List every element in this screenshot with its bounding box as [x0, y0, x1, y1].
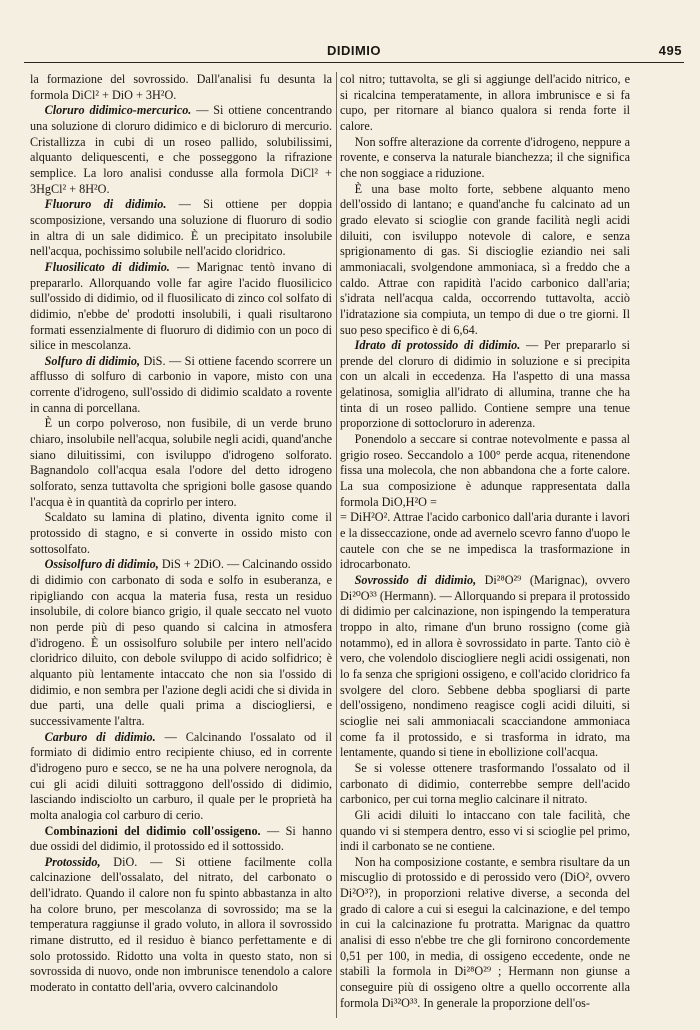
paragraph: Scaldato su lamina di platino, diventa ignito come il protossido di stagno, e si converte in ossido misto con sottosolfato.: [30, 510, 332, 556]
paragraph: Ossisolfuro di didimio, DiS + 2DiO. — Calcinando ossido di didimio con carbonato di soda e solfo in esuberanza, e ripigliando con acqua la materia fusa, resta un residuo insolubile, di colore bianco grigio, il quale seccato nel vuoto non perde più di peso quando si calcina in atmosfera d'idrogeno. È un ossisolfuro solubile per intero nell'acido cloridrico diluito, con debole sviluppo di acido solfidrico; è alquanto più lentamente intaccato che non sia l'ossido di didimio, e non sembra per l'azione degli acidi che si divida in due parti, una delle quali prima a disciogliersi, e successivamente l'altra.: [30, 557, 332, 728]
paragraph: Fluosilicato di didimio. — Marignac tentò invano di prepararlo. Allorquando volle far agire l'acido fluosilicico sull'ossido di didimio, od il fluosilicato di zinco col solfato di didimio, n'ebbe de' prodotti insolubili, i quali risultarono formati essenzialmente di fluoruro di didimio con un poco di silice in mescolanza.: [30, 259, 332, 353]
column-divider: [336, 72, 337, 1018]
paragraph: Non ha composizione costante, e sembra risultare da un miscuglio di protossido e di perossido vero (DiO², ovvero Di²O³?), in proporzioni relative diverse, a seconda del grado di calore a cui si esegui la calcinazione, e del tempo in cui la calcinazione fu protratta. Marignac da quattro analisi di esso n'ebbe tre che gli fornirono concordemente 0,51 per 100, in media, di ossigeno eccedente, onde ne stabilì la formola in Di²⁸O²⁹ ; Hermann non giunse a conseguire più di ossigeno oltre a quello occorrente alla formola Di³²O³³. In generale la proporzione dell'os-: [340, 854, 630, 1010]
paragraph: Fluoruro di didimio. — Si ottiene per doppia scomposizione, versando una soluzione di fluoruro di sodio in altra di un sale didimico. È un precipitato insolubile nell'acqua, pochissimo solubile nell'acido cloridrico.: [30, 197, 332, 259]
paragraph: Carburo di didimio. — Calcinando l'ossalato od il formiato di didimio entro recipiente chiuso, ed in corrente d'idrogeno puro e secco, se ne ha una polvere nerognola, da cui gli acidi diluiti sottraggono dell'ossido di didimio, lasciando indisciolto un carburo, il quale per le proprietà ha molta analogia col carburo di cerio.: [30, 729, 332, 822]
paragraph: la formazione del sovrossido. Dall'analisi fu desunta la formola DiCl² + DiO + 3H²O.: [30, 72, 332, 102]
paragraph: Sovrossido di didimio, Di²⁸O²⁹ (Marignac), ovvero Di²⁰O³³ (Hermann). — Allorquando si prepara il protossido di didimio per calcinazione, non ispingendo la temperatura troppo in alto, rimane d'un bruno rossigno (come già notammo), ed in allora è sovrossidato in parte. Tanto ciò è vero, che volendolo disciogliere negli acidi ossigenati, non lo fa senza che sprigioni ossigeno, e coll'acido cloridrico fa svolgere del cloro. Sebbene debba spogliarsi di parte dell'ossigeno, nondimeno reagisce cogli acidi diluiti, si scioglie nei sali ammoniacali scacciandone ammoniaca come fa il protossido, e si trasforma in idrato, ma lentamente, quando si tiene in ebollizione coll'acqua.: [340, 573, 630, 760]
paragraph: Gli acidi diluiti lo intaccano con tale facilità, che quando vi si stempera dentro, esso vi si scioglie pel primo, indi il carbonato se ne contiene.: [340, 807, 630, 854]
left-column: [30, 72, 332, 1018]
right-column: [340, 72, 630, 1018]
paragraph: Combinazioni del didimio coll'ossigeno. — Si hanno due ossidi del didimio, il protossido ed il sottossido.: [30, 823, 332, 854]
entry-term: Ossisolfuro di didimio,: [44, 557, 159, 572]
entry-term: Fluosilicato di didimio.: [44, 259, 170, 274]
paragraph: = DiH²O². Attrae l'acido carbonico dall'aria durante i lavori e la disseccazione, onde ad avernelo scevro fanno d'uopo le cautele con che se ne impedisca la trasformazione in idrocarbonato.: [340, 510, 630, 572]
page-number: 495: [658, 43, 682, 58]
paragraph: Solfuro di didimio, DiS. — Si ottiene facendo scorrere un afflusso di solfuro di carbonio in vapore, misto con una corrente d'idrogeno, sull'ossido di didimio scaldato a rovente in canna di porcellana.: [30, 353, 332, 415]
entry-term: Carburo di didimio.: [44, 729, 156, 744]
page-title: DIDIMIO: [326, 43, 382, 58]
entry-term: Cloruro didimico-mercurico.: [44, 103, 192, 118]
running-header: [24, 40, 684, 63]
paragraph: Idrato di protossido di didimio. — Per prepararlo si prende del cloruro di didimio in soluzione e si precipita con un alcali in eccedenza. Ha l'aspetto di una massa gelatinosa, somiglia all'idrato di allumina, tranne che ha tinta di un roseo pallido. Contiene sempre una tenue proporzione di sottocloruro in aderenza.: [340, 338, 630, 431]
entry-term: Fluoruro di didimio.: [44, 197, 167, 212]
entry-term: Solfuro di didimio,: [44, 353, 140, 368]
entry-term: Protossido,: [44, 854, 101, 869]
paragraph: Cloruro didimico-mercurico. — Si ottiene concentrando una soluzione di cloruro didimico e di bicloruro di mercurio. Cristallizza in cubi di un roseo pallido, solubilissimi, alquanto deliquescenti, e che posseggono la rifrazione semplice. La loro analisi condusse alla formola DiCl² + 3HgCl² + 8H²O.: [30, 103, 332, 196]
paragraph: Protossido, DiO. — Si ottiene facilmente colla calcinazione dell'ossalato, del nitrato, del carbonato o dell'idrato. Quando il calore non fu spinto abbastanza in alto ha colore bruno, per mescolanza di sovrossido; ma se la temperatura raggiunse il grado voluto, in allora il sovrossido rimane distrutto, ed il residuo è bianco perfettamente e di solo protossido. Ridotto una volta in questo stato, non si sovrossida di nuovo, onde non imbrunisce tenendolo a calore moderato in contatto dell'aria, ovvero calcinandolo: [30, 854, 332, 995]
paragraph: col nitro; tuttavolta, se gli si aggiunge dell'acido nitrico, e si ricalcina temperatamente, in allora imbrunisce e si fa cupo, per ritornare al bianco qualora si renda forte il calore.: [340, 72, 630, 133]
entry-term: Sovrossido di didimio,: [354, 573, 477, 587]
entry-term: Idrato di protossido di didimio.: [354, 338, 521, 353]
paragraph: Non soffre alterazione da corrente d'idrogeno, neppure a rovente, e conserva la naturale bianchezza; il che significa che non soggiace a riduzione.: [340, 134, 630, 180]
section-heading: Combinazioni del didimio coll'ossigeno.: [44, 823, 261, 838]
paragraph: È una base molto forte, sebbene alquanto meno dell'ossido di lantano; e quand'anche fu calcinato ad un grado elevato si scioglie con grande facilità negli acidi diluiti, con isviluppo notevole di calore, e senza sprigionamento di gas. Si discioglie eziandio nei sali ammoniacali, svolgendone ammoniaca, sì a freddo che a caldo. Attrae con rapidità l'acido carbonico dall'aria; s'idrata nell'acqua calda, occorrendo tuttavolta, acciò l'idratazione sia compiuta, un tempo di due o tre giorni. Il suo peso specifico è di 6,64.: [340, 181, 630, 337]
paragraph: Se si volesse ottenere trasformando l'ossalato od il carbonato di didimio, conterrebbe sempre dell'acido carbonico, per cui torna meglio calcinare il nitrato.: [340, 760, 630, 807]
paragraph: È un corpo polveroso, non fusibile, di un verde bruno chiaro, insolubile nell'acqua, solubile negli acidi, quand'anche siano diluitissimi, con isviluppo d'idrogeno solforato. Bagnandolo coll'acqua esala l'odore del detto idrogeno solforato, senza tuttavolta che sprigioni bolle gasose quando l'acqua è in quantità da coprirlo per intero.: [30, 416, 332, 509]
paragraph: Ponendolo a seccare si contrae notevolmente e passa al grigio roseo. Seccandolo a 100° perde acqua, ritenendone fissa una molecola, che non abbandona che a forte calore. La sua composizione è adunque rappresentata dalla formola DiO,H²O =: [340, 432, 630, 509]
